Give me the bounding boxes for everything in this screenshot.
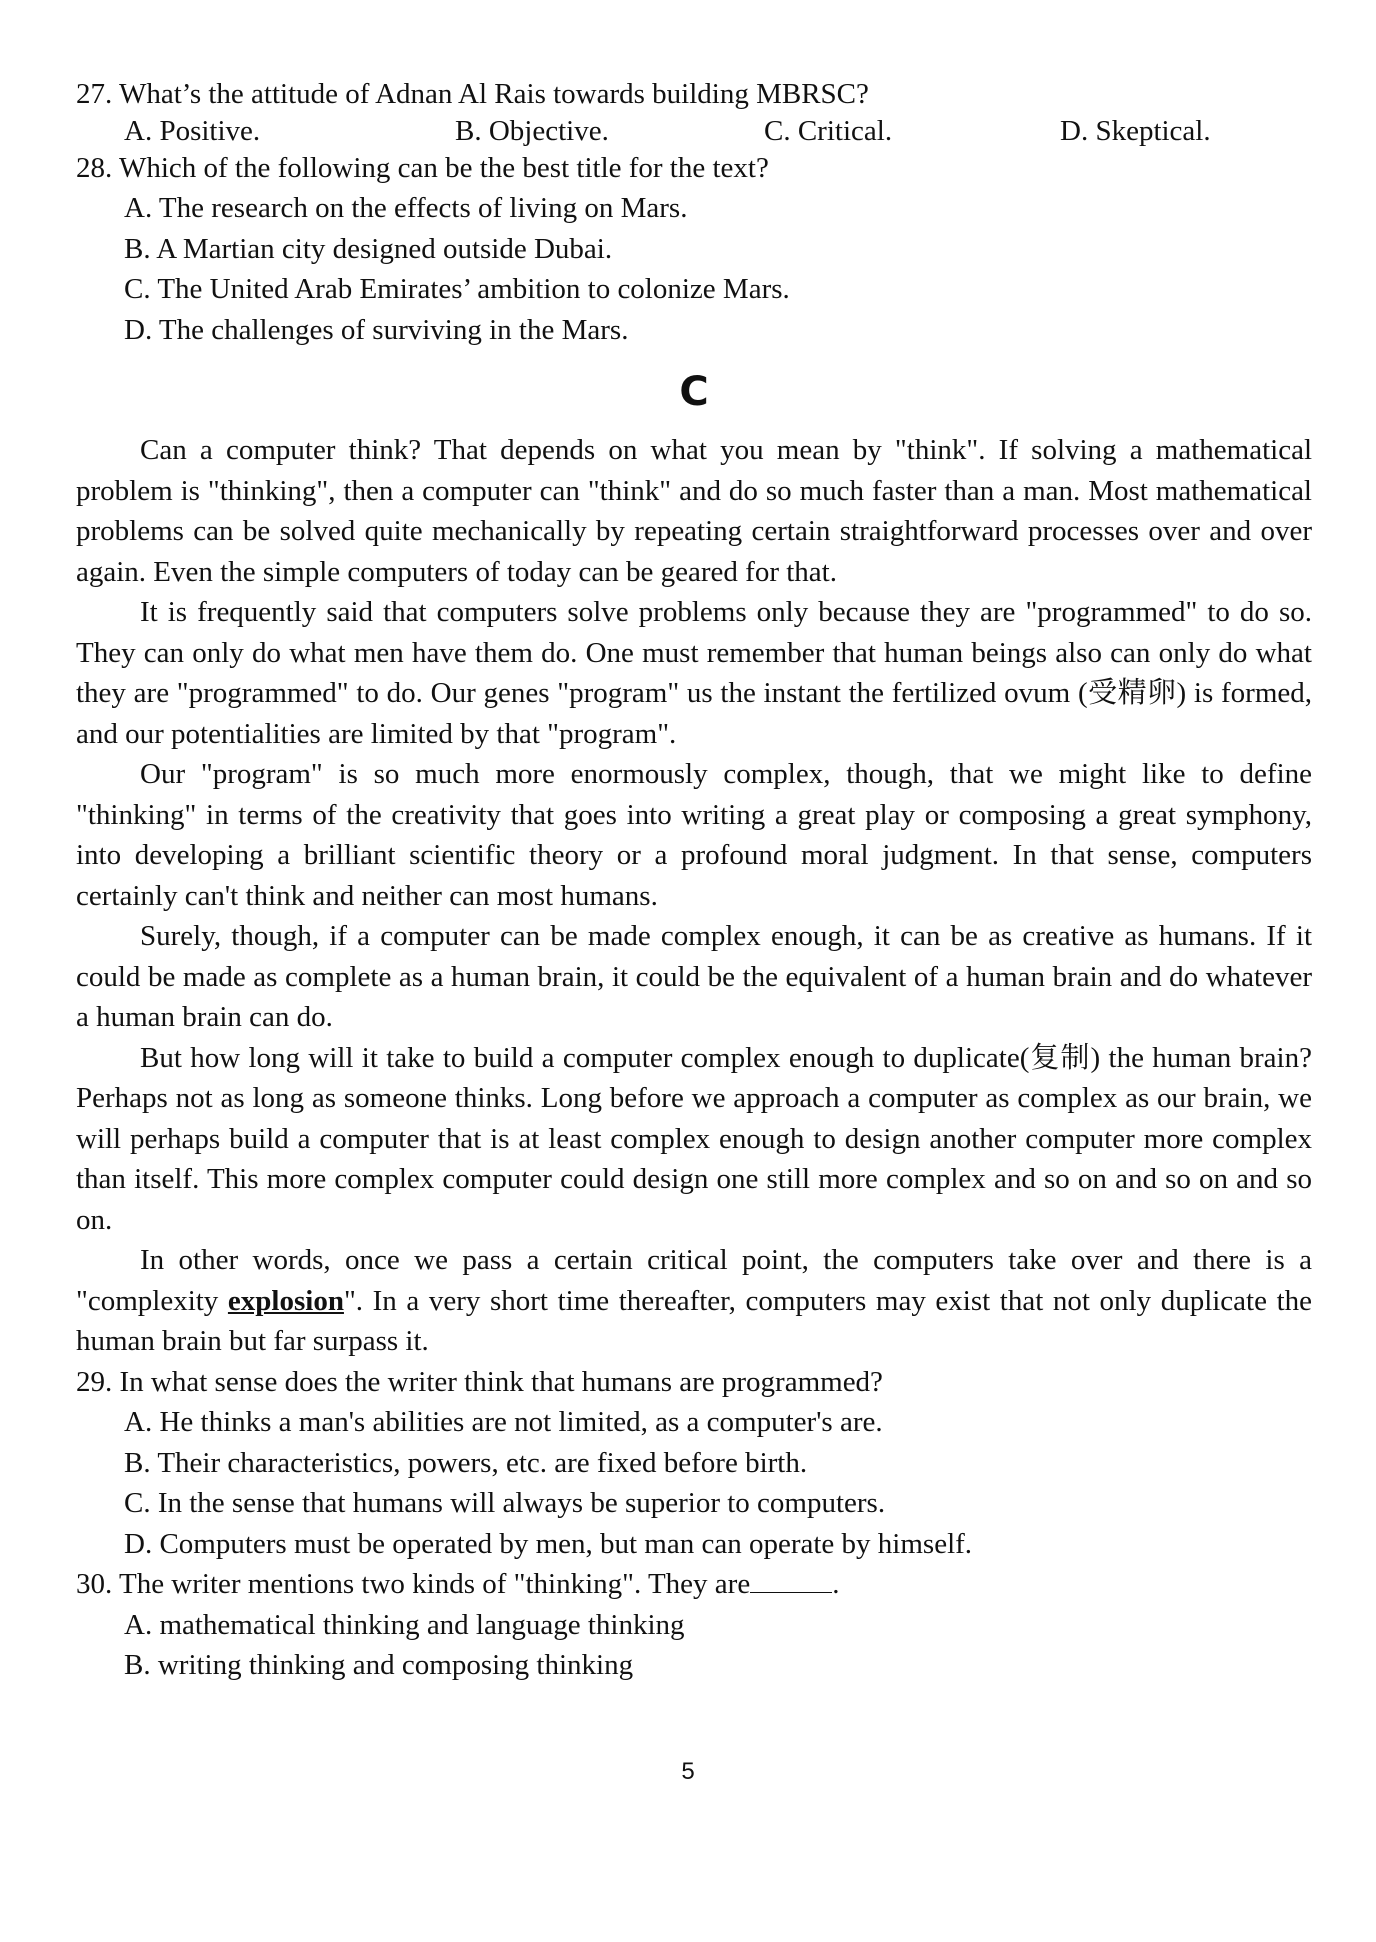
- q29-option-b: B. Their characteristics, powers, etc. are fixed before birth.: [124, 1446, 808, 1479]
- q30-option-b: B. writing thinking and composing thinking: [124, 1649, 634, 1681]
- q28-option-a: A. The research on the effects of living on Mars.: [124, 192, 688, 224]
- q30-option-a: A. mathematical thinking and language thinking: [124, 1608, 685, 1641]
- q29-stem: 29. In what sense does the writer think that humans are programmed?: [76, 1365, 883, 1398]
- q30-stem-line: [76, 1564, 1312, 1605]
- paragraph-6-text-before: In other words, once we pass a certain critical point, the computers take over and there is a "complexity: [76, 1244, 1312, 1317]
- exam-page: [76, 74, 1312, 1686]
- q29-option-a: A. He thinks a man's abilities are not limited, as a computer's are.: [124, 1406, 883, 1438]
- q27-option-c: C. Critical.: [764, 114, 893, 147]
- q27-stem: 27. What’s the attitude of Adnan Al Rais towards building MBRSC?: [76, 78, 869, 110]
- page-number: 5: [681, 1758, 695, 1785]
- q29-option-c: C. In the sense that humans will always be superior to computers.: [124, 1487, 886, 1519]
- passage-paragraph-6: [76, 1240, 1312, 1362]
- q29-option-d: D. Computers must be operated by men, but man can operate by himself.: [124, 1527, 973, 1560]
- passage-paragraph-5: But how long will it take to build a computer complex enough to duplicate(复制) the human brain? Perhaps not as long as someone thinks. Long before we approach a computer as complex as our brain, we will perhaps build a computer that is at least complex enough to design another computer more complex than itself. This more complex computer could design one still more complex and so on and so on and so on.: [76, 1041, 1312, 1236]
- q28-stem: 28. Which of the following can be the best title for the text?: [76, 151, 769, 184]
- passage-paragraph-3: Our "program" is so much more enormously complex, though, that we might like to define "thinking" in terms of the creativity that goes into writing a great play or composing a great symphony, into developing a brilliant scientific theory or a profound moral judgment. In that sense, computers certainly can't think and neither can most humans.: [76, 758, 1312, 912]
- q30-stem: 30. The writer mentions two kinds of "thinking". They are: [76, 1568, 751, 1600]
- passage-paragraph-2: It is frequently said that computers solve problems only because they are "programmed" to do so. They can only do what men have them do. One must remember that human beings also can only do what they are "programmed" to do. Our genes "program" us the instant the fertilized ovum (受精卵) is formed, and our potentialities are limited by that "program".: [76, 596, 1312, 750]
- underlined-word-explosion: explosion: [227, 1284, 344, 1317]
- passage-paragraph-4: Surely, though, if a computer can be made complex enough, it can be as creative as humans. If it could be made as complete as a human brain, it could be the equivalent of a human brain and do whatever a human brain can do.: [76, 920, 1312, 1033]
- q28-option-c: C. The United Arab Emirates’ ambition to colonize Mars.: [124, 273, 790, 305]
- answer-blank: [750, 1568, 832, 1593]
- q30-stem-end: .: [832, 1568, 840, 1600]
- section-c-title: C: [679, 369, 709, 415]
- q27-options: [76, 115, 1312, 148]
- paragraph-6-text-after: ". In a very short time thereafter, computers may exist that not only duplicate the human brain but far surpass it.: [76, 1284, 1313, 1357]
- passage-paragraph-1: Can a computer think? That depends on what you mean by "think". If solving a mathematical problem is "thinking", then a computer can "think" and do so much faster than a man. Most mathematical problems can be solved quite mechanically by repeating certain straightforward processes over and over again. Even the simple computers of today can be geared for that.: [76, 434, 1312, 588]
- q27-option-b: B. Objective.: [455, 114, 609, 147]
- q27-option-a: A. Positive.: [124, 114, 261, 147]
- q27-option-d: D. Skeptical.: [1060, 114, 1211, 147]
- q28-option-d: D. The challenges of surviving in the Mars.: [124, 313, 629, 346]
- q28-option-b: B. A Martian city designed outside Dubai.: [124, 232, 613, 265]
